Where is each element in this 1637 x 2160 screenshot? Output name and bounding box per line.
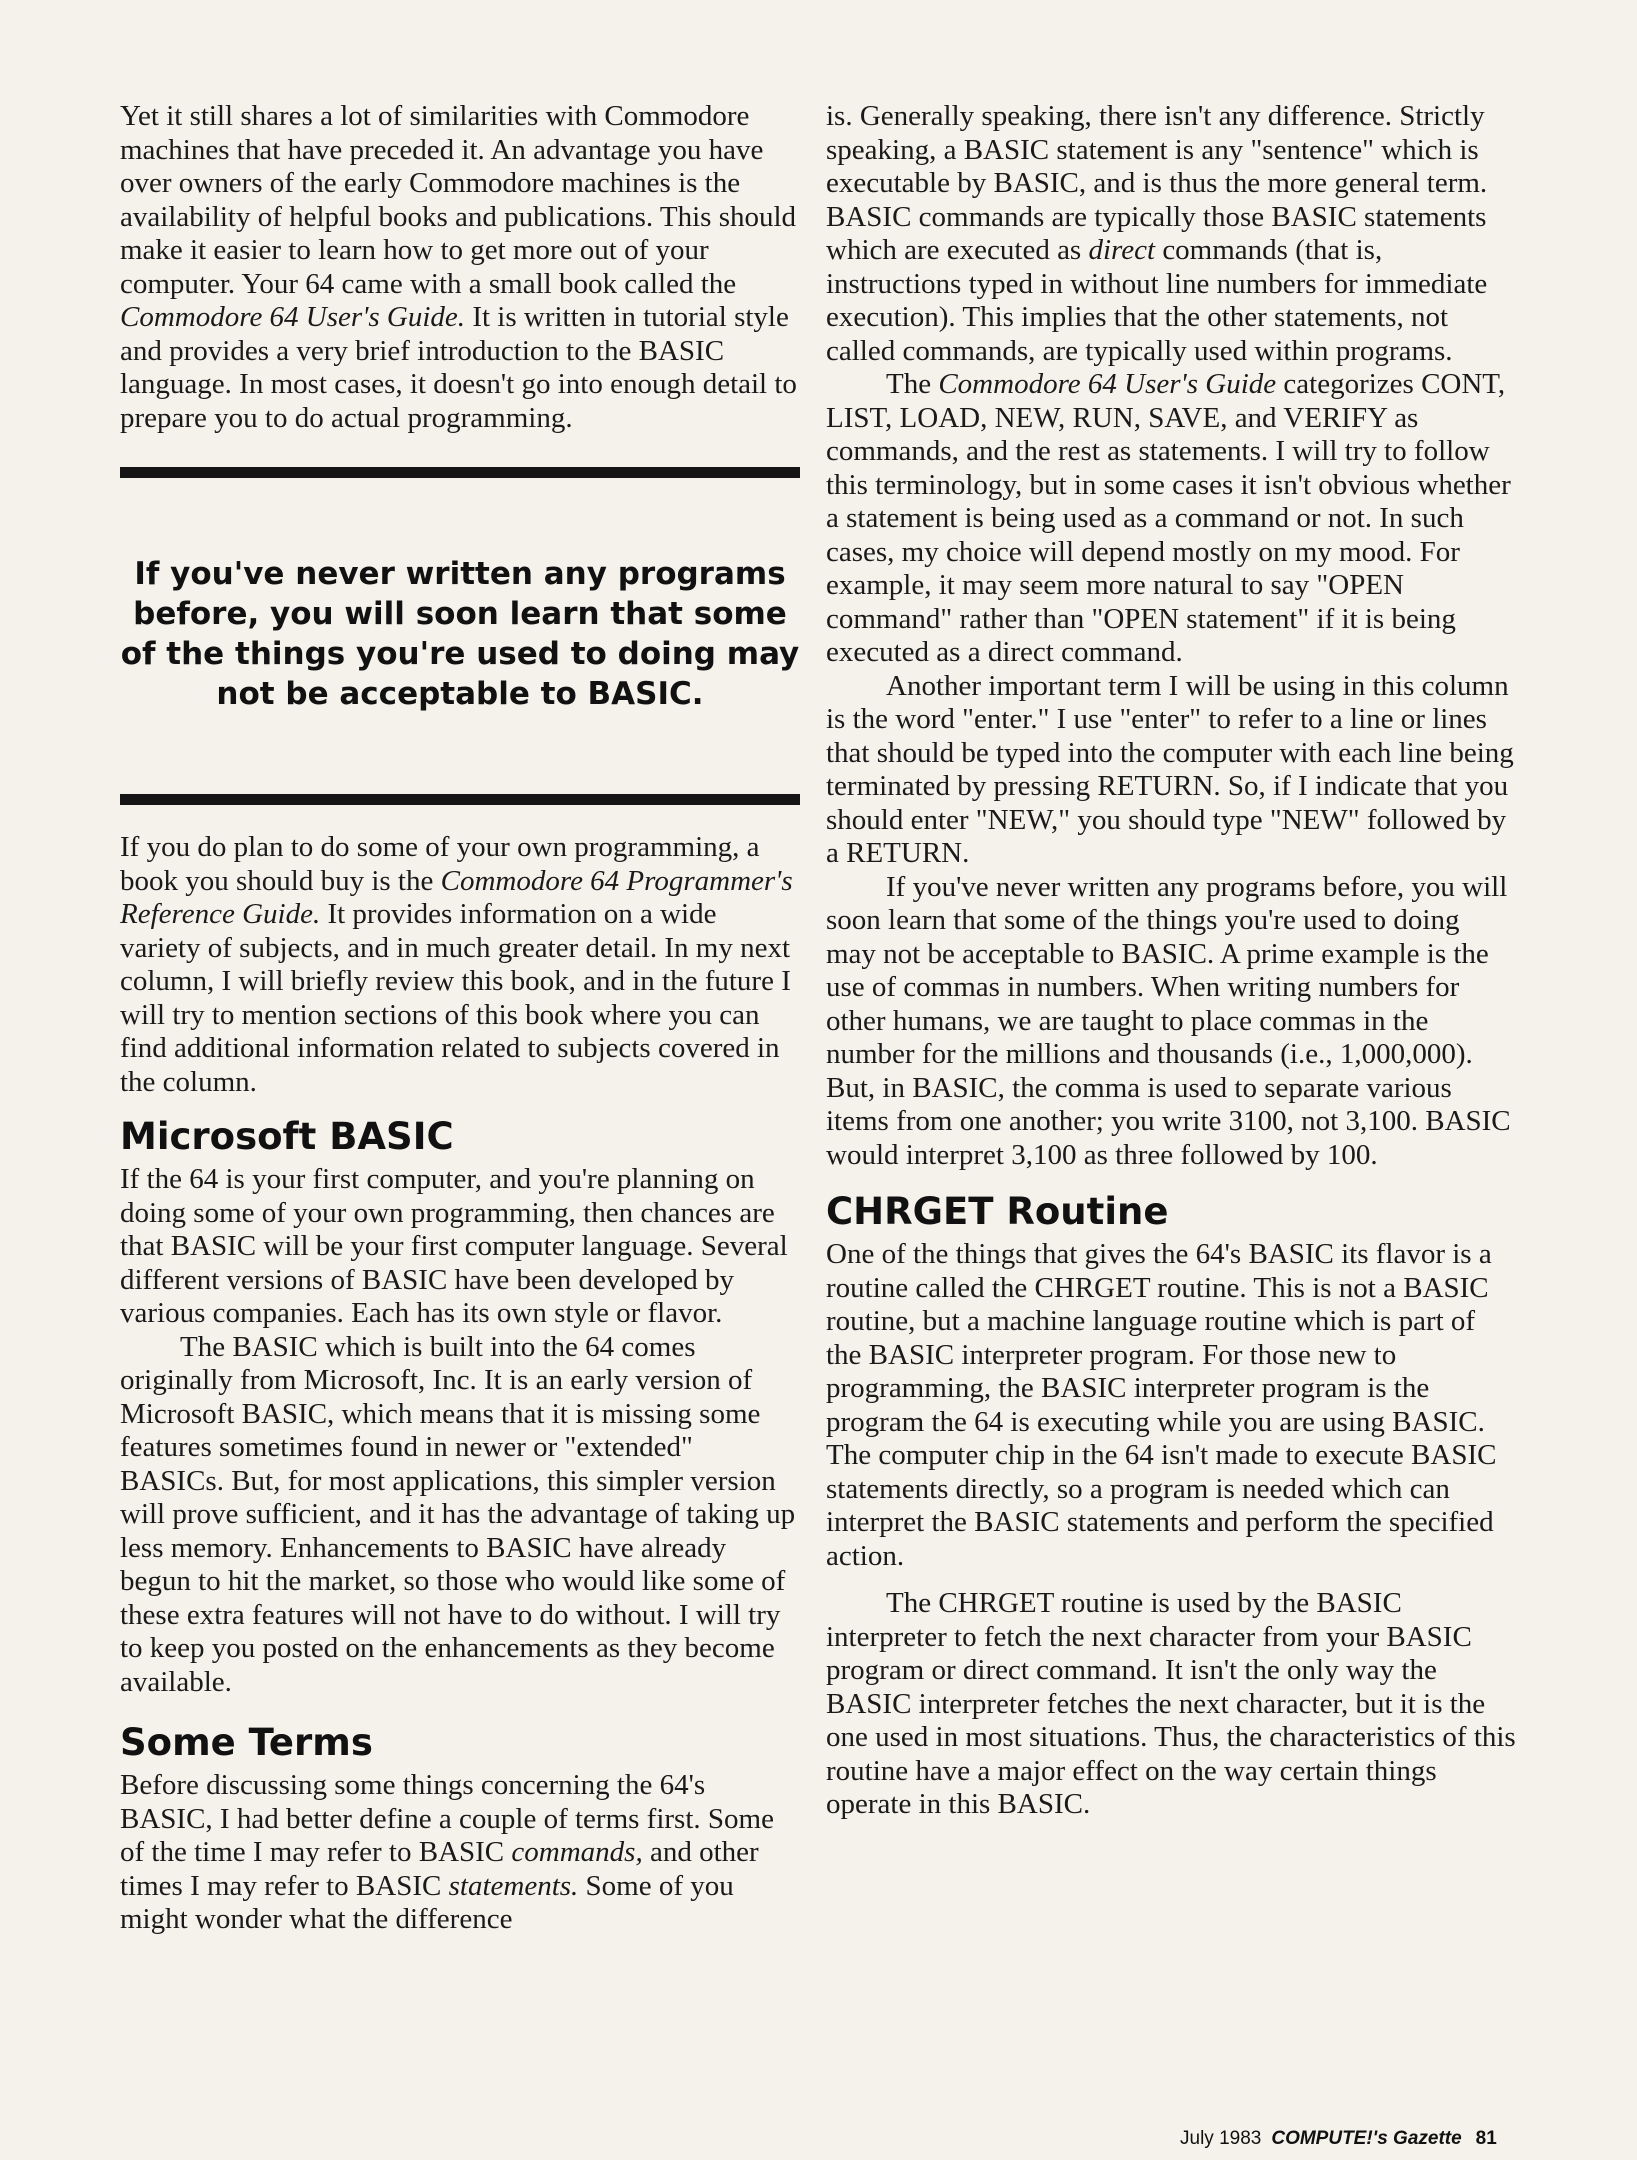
book-title: Commodore 64 User's Guide [938,368,1277,400]
text: is. Generally speaking, there isn't any difference. Strictly speaking, a BASIC statement is any "sentence" which is executable by BASIC, and is thus the more general term. BASIC commands are typically those BASIC statements which are executed as [826,100,1488,266]
text: If you do plan to do some of your own programming, a book you should buy is the [120,831,760,897]
text: commands (that is, instructions typed in without line numbers for immediate execution). This implies that the other statements, not called commands, are typically used within programs. [826,234,1488,367]
text: The [886,368,939,400]
paragraph-categorizes [826,368,1516,670]
pullquote-top-rule [120,467,800,478]
emphasis: direct [1088,234,1156,266]
text: It provides information on a wide variety of subjects, and in much greater detail. In my next column, I will briefly review this book, and in the future I will try to mention sections of this book where you can find additional information related to subjects covered in the column. [120,898,791,1098]
paragraph-difference [826,100,1516,368]
pullquote: If you've never written any programs before, you will soon learn that some of the things you're used to doing may not be acceptable to BASIC. [120,556,800,712]
heading-chrget-routine: CHRGET Routine [826,1190,1169,1233]
paragraph-terms [120,1769,800,1937]
paragraph-chrget-usage: The CHRGET routine is used by the BASIC interpreter to fetch the next character from your BASIC program or direct command. It isn't the only way the BASIC interpreter fetches the next character, but it is the one used in most situations. Thus, the characteristics of this routine have a major effect on the way certain things operate in this BASIC. [826,1587,1516,1820]
paragraph-commas: If you've never written any programs before, you will soon learn that some of the things you're used to doing may not be acceptable to BASIC. A prime example is the use of commas in numbers. When writing numbers for other humans, we are taught to place commas in the number for the millions and thousands (i.e., 1,000,000). But, in BASIC, the comma is used to separate various items from one another; you write 3100, not 3,100. BASIC would interpret 3,100 as three followed by 100. [826,870,1511,1171]
book-title: Commodore 64 Programmer's Reference Guide. [120,864,793,930]
page-footer [1180,2128,1497,2150]
text: Before discussing some things concerning the 64's BASIC, I had better define a couple of terms first. Some of the time I may refer to BASIC [120,1769,774,1868]
page-number: 81 [1475,2128,1497,2149]
paragraph-microsoft: The BASIC which is built into the 64 comes originally from Microsoft, Inc. It is an early version of Microsoft BASIC, which means that it is missing some features sometimes found in newer or "extended" BASICs. But, for most applications, this simpler version will prove sufficient, and it has the advantage of taking up less memory. Enhancements to BASIC have already begun to hit the market, so those who would like some of these extra features will not have to do without. I will try to keep you posted on the enhancements as they become available. [120,1330,796,1698]
heading-some-terms: Some Terms [120,1721,373,1764]
heading-microsoft-basic: Microsoft BASIC [120,1115,454,1158]
paragraph-enter: Another important term I will be using in this column is the word "enter." I use "enter" to refer to a line or lines that should be typed into the computer with each line being terminated by pressing RETURN. So, if I indicate that you should enter "NEW," you should type "NEW" followed by a RETURN. [826,669,1514,869]
magazine-name: COMPUTE!'s Gazette [1271,2128,1462,2149]
emphasis: commands, [511,1836,643,1868]
left-column [120,100,800,1937]
text: categorizes CONT, LIST, LOAD, NEW, RUN, SAVE, and VERIFY as commands, and the rest as statements. I will try to follow this terminology, but in some cases it isn't obvious whether a statement is being used as a command or not. In such cases, my choice will depend mostly on my mood. For example, it may seem more natural to say "OPEN command" rather than "OPEN statement" if it is being executed as a direct command. [826,368,1511,668]
paragraph-reference-guide [120,831,800,1099]
emphasis: statements. [448,1869,579,1902]
issue-date: July 1983 [1180,2128,1262,2149]
paragraph-first-computer: If the 64 is your first computer, and you're planning on doing some of your own programming, then chances are that BASIC will be your first computer language. Several different versions of BASIC have been developed by various companies. Each has its own style or flavor. [120,1163,788,1329]
text: It is written in tutorial style and provides a very brief introduction to the BASIC language. In most cases, it doesn't go into enough detail to prepare you to do actual programming. [120,301,797,434]
paragraph-chrget-intro: One of the things that gives the 64's BASIC its flavor is a routine called the CHRGET routine. This is not a BASIC routine, but a machine language routine which is part of the BASIC interpreter program. For those new to programming, the BASIC interpreter program is the program the 64 is executing while you are using BASIC. The computer chip in the 64 isn't made to execute BASIC statements directly, so a program is needed which can interpret the BASIC statements and perform the specified action. [826,1238,1497,1572]
paragraph-intro [120,100,800,435]
text: and other times I may refer to BASIC [120,1836,759,1902]
book-title: Commodore 64 User's Guide. [120,301,466,333]
text: Yet it still shares a lot of similarities with Commodore machines that have preceded it. An advantage you have over owners of the early Commodore machines is the availability of helpful books and publications. This should make it easier to learn how to get more out of your computer. Your 64 came with a small book called the [120,100,797,300]
pullquote-bottom-rule [120,794,800,805]
right-column [826,100,1516,1822]
text: Some of you might wonder what the difference [120,1869,734,1935]
